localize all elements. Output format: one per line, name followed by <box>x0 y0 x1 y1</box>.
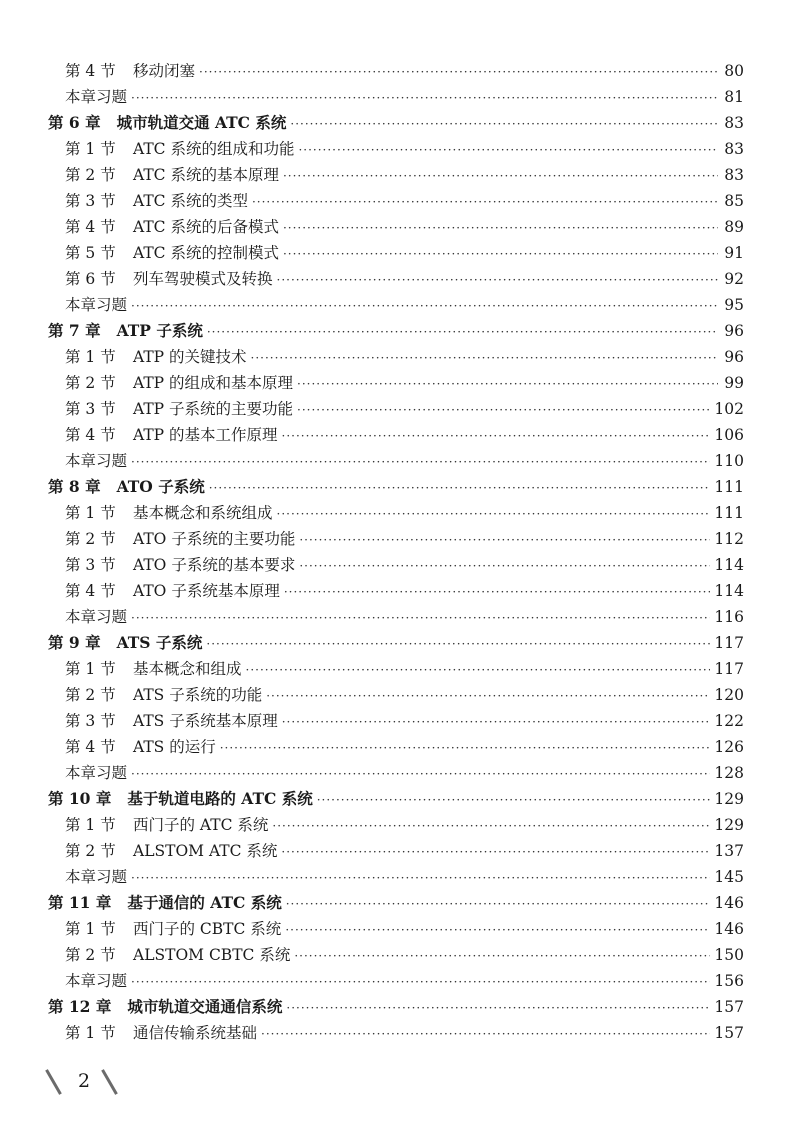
chapter-number: 第 9 章 <box>48 633 101 652</box>
toc-section-entry <box>48 1020 744 1046</box>
dot-leader <box>199 59 718 85</box>
section-number: 第 3 节 <box>65 192 116 210</box>
page-number: 106 <box>714 426 744 444</box>
section-number: 第 1 节 <box>65 1024 116 1042</box>
page-number: 114 <box>714 582 744 600</box>
section-title: ATP 的组成和基本原理 <box>133 374 294 392</box>
chapter-title: 基于轨道电路的 ATC 系统 <box>127 789 313 808</box>
chapter-number: 第 12 章 <box>48 997 112 1016</box>
dot-leader <box>298 137 718 163</box>
section-number: 第 5 节 <box>65 244 116 262</box>
page-number: 89 <box>724 218 744 236</box>
toc-section-entry <box>48 500 744 526</box>
dot-leader <box>246 657 711 683</box>
section-title: 本章习题 <box>65 452 128 470</box>
dot-leader <box>277 267 718 293</box>
section-number: 第 4 节 <box>65 738 116 756</box>
page-number: 96 <box>724 322 744 340</box>
page-number: 114 <box>714 556 744 574</box>
dot-leader <box>266 683 710 709</box>
toc-chapter-entry <box>48 786 744 812</box>
section-title: 西门子的 CBTC 系统 <box>133 920 282 938</box>
chapter-number: 第 10 章 <box>48 789 112 808</box>
section-number: 第 1 节 <box>65 140 116 158</box>
section-number: 第 4 节 <box>65 62 116 80</box>
chapter-title: ATO 子系统 <box>116 477 205 496</box>
toc-section-entry <box>48 188 744 214</box>
section-number: 第 2 节 <box>65 530 116 548</box>
page-number: 83 <box>724 114 744 132</box>
page-number: 111 <box>714 478 744 496</box>
section-title: ATS 子系统基本原理 <box>133 712 278 730</box>
page-number: 83 <box>724 166 744 184</box>
chapter-title: 城市轨道交通通信系统 <box>127 997 283 1016</box>
page-number: 92 <box>724 270 744 288</box>
toc-section-entry <box>48 838 744 864</box>
section-title: 本章习题 <box>65 608 128 626</box>
dot-leader <box>290 111 718 137</box>
dot-leader <box>282 423 711 449</box>
page-number: 128 <box>714 764 744 782</box>
section-title: 本章习题 <box>65 868 128 886</box>
dot-leader <box>131 85 718 111</box>
toc-exercises-entry <box>48 968 744 994</box>
toc-section-entry <box>48 916 744 942</box>
toc-section-entry <box>48 812 744 838</box>
page-number: 126 <box>714 738 744 756</box>
section-number: 第 1 节 <box>65 348 116 366</box>
section-title: ATO 子系统的主要功能 <box>133 530 296 548</box>
folio-slash-left-icon <box>45 1069 62 1095</box>
dot-leader <box>282 709 711 735</box>
page-number: 146 <box>714 920 744 938</box>
section-title: ATS 子系统的功能 <box>133 686 263 704</box>
toc-section-entry <box>48 656 744 682</box>
toc-exercises-entry <box>48 760 744 786</box>
chapter-title: ATP 子系统 <box>116 321 203 340</box>
folio-slash-right-icon <box>101 1069 118 1095</box>
toc-section-entry <box>48 370 744 396</box>
page-number: 83 <box>724 140 744 158</box>
toc-section-entry <box>48 58 744 84</box>
toc-section-entry <box>48 708 744 734</box>
dot-leader <box>286 995 710 1021</box>
section-number: 第 6 节 <box>65 270 116 288</box>
page-number: 95 <box>724 296 744 314</box>
toc-chapter-entry <box>48 890 744 916</box>
toc-section-entry <box>48 422 744 448</box>
page-number: 156 <box>714 972 744 990</box>
section-title: ATC 系统的控制模式 <box>133 244 279 262</box>
page-number: 81 <box>724 88 744 106</box>
dot-leader <box>131 449 710 475</box>
toc-chapter-entry <box>48 110 744 136</box>
dot-leader <box>131 605 710 631</box>
dot-leader <box>299 527 710 553</box>
page-folio <box>44 1062 134 1102</box>
chapter-number: 第 11 章 <box>48 893 112 912</box>
section-title: ALSTOM CBTC 系统 <box>133 946 291 964</box>
toc-section-entry <box>48 734 744 760</box>
section-title: ALSTOM ATC 系统 <box>133 842 278 860</box>
dot-leader <box>131 969 710 995</box>
dot-leader <box>281 839 710 865</box>
dot-leader <box>283 215 718 241</box>
toc-section-entry <box>48 162 744 188</box>
chapter-number: 第 8 章 <box>48 477 101 496</box>
toc-exercises-entry <box>48 292 744 318</box>
toc-section-entry <box>48 240 744 266</box>
section-number: 第 1 节 <box>65 920 116 938</box>
toc-section-entry <box>48 344 744 370</box>
page-number: 116 <box>714 608 744 626</box>
page-number: 129 <box>714 816 744 834</box>
dot-leader <box>131 865 710 891</box>
section-number: 第 4 节 <box>65 218 116 236</box>
page-number: 117 <box>714 634 744 652</box>
section-number: 第 2 节 <box>65 842 116 860</box>
section-number: 第 2 节 <box>65 374 116 392</box>
page-number: 122 <box>714 712 744 730</box>
toc-section-entry <box>48 552 744 578</box>
page-number: 110 <box>714 452 744 470</box>
page-number: 137 <box>714 842 744 860</box>
chapter-number: 第 7 章 <box>48 321 101 340</box>
dot-leader <box>206 631 710 657</box>
toc-exercises-entry <box>48 84 744 110</box>
toc-section-entry <box>48 578 744 604</box>
section-title: ATC 系统的基本原理 <box>133 166 279 184</box>
dot-leader <box>272 813 710 839</box>
section-number: 第 3 节 <box>65 712 116 730</box>
dot-leader <box>261 1021 710 1047</box>
page-number: 85 <box>724 192 744 210</box>
table-of-contents <box>48 58 744 1046</box>
toc-exercises-entry <box>48 448 744 474</box>
page-number: 96 <box>724 348 744 366</box>
chapter-title: 基于通信的 ATC 系统 <box>127 893 282 912</box>
section-title: ATS 的运行 <box>133 738 216 756</box>
section-title: ATC 系统的组成和功能 <box>133 140 295 158</box>
toc-chapter-entry <box>48 630 744 656</box>
section-title: 本章习题 <box>65 972 128 990</box>
section-title: 西门子的 ATC 系统 <box>133 816 269 834</box>
dot-leader <box>131 293 718 319</box>
toc-section-entry <box>48 396 744 422</box>
dot-leader <box>285 917 710 943</box>
toc-chapter-entry <box>48 994 744 1020</box>
section-title: 基本概念和系统组成 <box>133 504 273 522</box>
section-number: 第 3 节 <box>65 400 116 418</box>
page-number: 157 <box>714 1024 744 1042</box>
toc-chapter-entry <box>48 474 744 500</box>
toc-section-entry <box>48 214 744 240</box>
page-number: 112 <box>714 530 744 548</box>
dot-leader <box>207 319 718 345</box>
toc-exercises-entry <box>48 604 744 630</box>
page-number: 117 <box>714 660 744 678</box>
dot-leader <box>299 553 710 579</box>
page-number: 129 <box>714 790 744 808</box>
chapter-title: 城市轨道交通 ATC 系统 <box>116 113 287 132</box>
dot-leader <box>283 241 718 267</box>
section-number: 第 3 节 <box>65 556 116 574</box>
page-number: 80 <box>724 62 744 80</box>
toc-section-entry <box>48 136 744 162</box>
toc-chapter-entry <box>48 318 744 344</box>
section-number: 第 2 节 <box>65 686 116 704</box>
section-number: 第 1 节 <box>65 816 116 834</box>
page-number: 146 <box>714 894 744 912</box>
page-number: 120 <box>714 686 744 704</box>
dot-leader <box>252 189 718 215</box>
toc-section-entry <box>48 682 744 708</box>
toc-section-entry <box>48 266 744 292</box>
page-number: 145 <box>714 868 744 886</box>
section-title: 基本概念和组成 <box>133 660 242 678</box>
dot-leader <box>251 345 718 371</box>
page-number: 99 <box>724 374 744 392</box>
dot-leader <box>317 787 711 813</box>
section-title: ATP 的基本工作原理 <box>133 426 278 444</box>
dot-leader <box>220 735 711 761</box>
dot-leader <box>283 163 718 189</box>
page-number: 102 <box>714 400 744 418</box>
page-number: 111 <box>714 504 744 522</box>
chapter-title: ATS 子系统 <box>116 633 203 652</box>
section-title: ATO 子系统的基本要求 <box>133 556 296 574</box>
dot-leader <box>297 397 710 423</box>
section-title: 通信传输系统基础 <box>133 1024 258 1042</box>
section-number: 第 2 节 <box>65 166 116 184</box>
page-number: 157 <box>714 998 744 1016</box>
section-number: 第 4 节 <box>65 426 116 444</box>
section-title: 本章习题 <box>65 296 128 314</box>
page-number: 91 <box>724 244 744 262</box>
dot-leader <box>286 891 711 917</box>
section-title: 本章习题 <box>65 764 128 782</box>
dot-leader <box>284 579 711 605</box>
section-title: ATC 系统的类型 <box>133 192 248 210</box>
chapter-number: 第 6 章 <box>48 113 101 132</box>
toc-exercises-entry <box>48 864 744 890</box>
section-title: ATC 系统的后备模式 <box>133 218 279 236</box>
section-title: 列车驾驶模式及转换 <box>133 270 273 288</box>
dot-leader <box>294 943 710 969</box>
dot-leader <box>277 501 711 527</box>
section-number: 第 1 节 <box>65 504 116 522</box>
section-title: 本章习题 <box>65 88 128 106</box>
section-number: 第 4 节 <box>65 582 116 600</box>
section-title: ATP 子系统的主要功能 <box>133 400 294 418</box>
dot-leader <box>297 371 718 397</box>
section-title: ATO 子系统基本原理 <box>133 582 280 600</box>
toc-section-entry <box>48 526 744 552</box>
dot-leader <box>131 761 710 787</box>
dot-leader <box>209 475 711 501</box>
section-number: 第 2 节 <box>65 946 116 964</box>
section-title: ATP 的关键技术 <box>133 348 247 366</box>
section-title: 移动闭塞 <box>133 62 196 80</box>
section-number: 第 1 节 <box>65 660 116 678</box>
page-number: 150 <box>714 946 744 964</box>
folio-page-number: 2 <box>78 1070 91 1092</box>
toc-section-entry <box>48 942 744 968</box>
